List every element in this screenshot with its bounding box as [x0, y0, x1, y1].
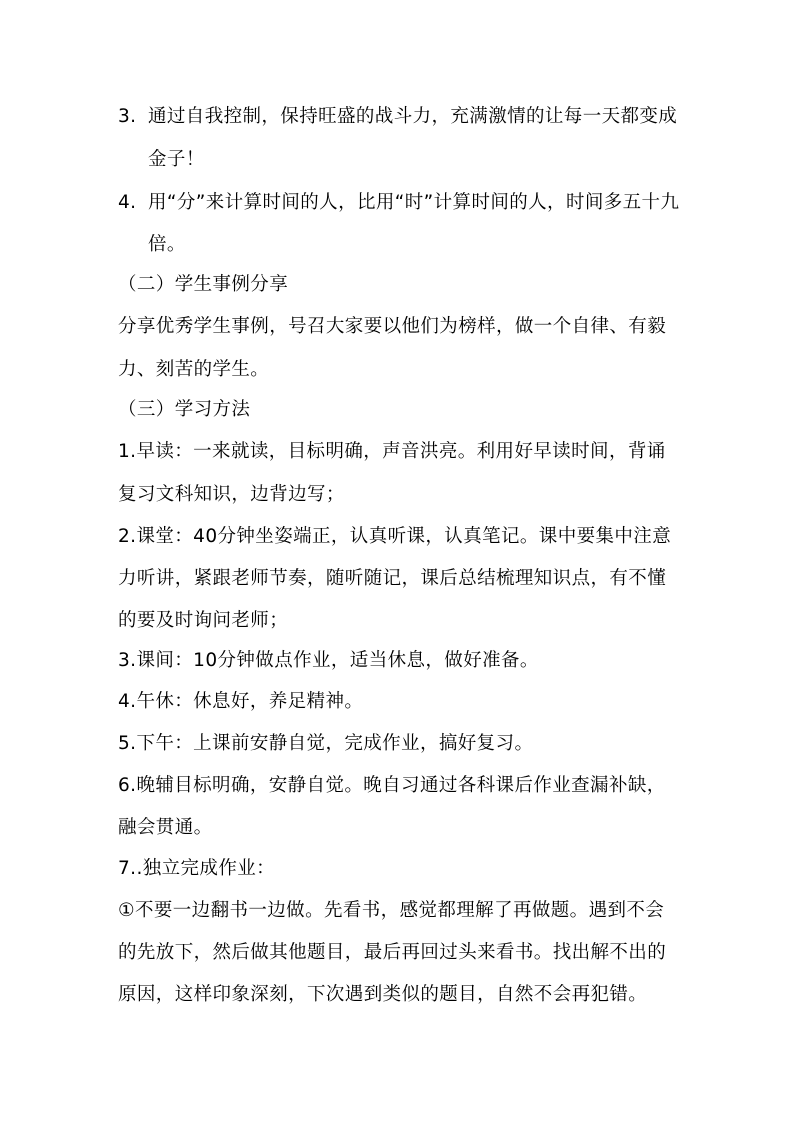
method-7-detail-line-1: ①不要一边翻书一边做。先看书，感觉都理解了再做题。遇到不会 — [118, 900, 665, 921]
item-3-number: 3. — [118, 106, 137, 127]
section-3-heading: （三）学习方法 — [118, 399, 251, 420]
method-7: 7..独立完成作业： — [118, 858, 276, 879]
section-2-paragraph-line-2: 力、刻苦的学生。 — [118, 359, 270, 380]
item-3-text: 通过自我控制，保持旺盛的战斗力，充满激情的让每一天都变成 — [148, 106, 678, 127]
method-4: 4.午休：休息好，养足精神。 — [118, 691, 364, 712]
item-4-text: 用“分”来计算时间的人，比用“时”计算时间的人，时间多五十九 — [148, 192, 680, 213]
method-5: 5.下午：上课前安静自觉，完成作业，搞好复习。 — [118, 733, 534, 754]
method-7-detail-line-3: 原因，这样印象深刻，下次遇到类似的题目，自然不会再犯错。 — [118, 984, 648, 1005]
section-2-paragraph-line-1: 分享优秀学生事例，号召大家要以他们为榜样，做一个自律、有毅 — [118, 316, 667, 337]
method-1-line-1: 1.早读：一来就读，目标明确，声音洪亮。利用好早读时间，背诵 — [118, 441, 666, 462]
item-3-line-2: 金子！ — [148, 149, 205, 170]
item-3-line-1 — [118, 105, 677, 129]
method-2-line-2: 力听讲，紧跟老师节奏，随听随记，课后总结梳理知识点，有不懂 — [118, 568, 667, 589]
method-7-detail-line-2: 的先放下，然后做其他题目，最后再回过头来看书。找出解不出的 — [118, 942, 667, 963]
method-6-line-1: 6.晚辅目标明确，安静自觉。晚自习通过各科课后作业查漏补缺， — [118, 775, 666, 796]
item-4-line-1 — [118, 191, 679, 215]
method-6-line-2: 融会贯通。 — [118, 817, 213, 838]
item-4-line-2: 倍。 — [148, 234, 186, 255]
method-1-line-2: 复习文科知识，边背边写； — [118, 484, 345, 505]
section-2-heading: （二）学生事例分享 — [118, 274, 289, 295]
method-2-line-3: 的要及时询问老师； — [118, 610, 289, 631]
method-2-line-1: 2.课堂：40分钟坐姿端正，认真听课，认真笔记。课中要集中注意 — [118, 526, 672, 547]
item-4-number: 4. — [118, 192, 137, 213]
method-3: 3.课间：10分钟做点作业，适当休息，做好准备。 — [118, 650, 539, 671]
